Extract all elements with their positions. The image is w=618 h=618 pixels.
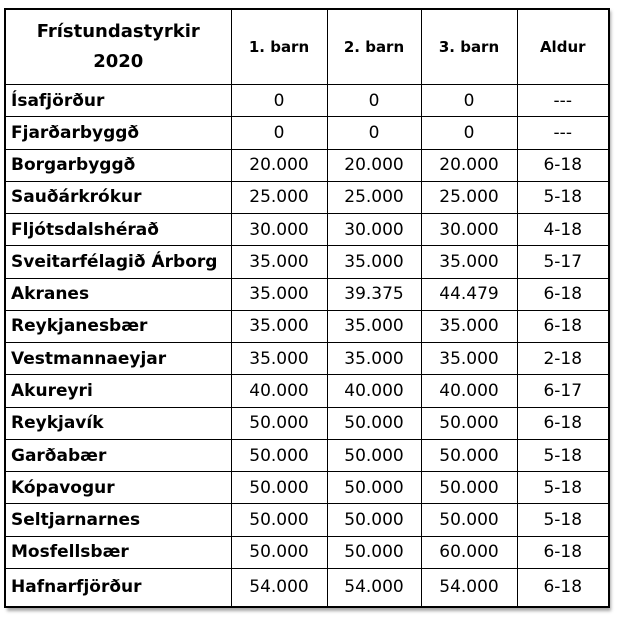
table-row bbox=[5, 407, 609, 439]
municipality-cell: Akranes bbox=[5, 278, 231, 310]
table-frame bbox=[4, 8, 608, 608]
table-row bbox=[5, 149, 609, 181]
child-1-amount: 50.000 bbox=[231, 536, 327, 568]
age-range: 2-18 bbox=[517, 343, 609, 375]
column-header-child-1: 1. barn bbox=[231, 9, 327, 85]
table-row bbox=[5, 375, 609, 407]
child-2-amount: 39.375 bbox=[327, 278, 421, 310]
column-header-age: Aldur bbox=[517, 9, 609, 85]
municipality-cell: Sveitarfélagið Árborg bbox=[5, 246, 231, 278]
municipality-cell: Reykjanesbær bbox=[5, 310, 231, 342]
child-3-amount: 35.000 bbox=[421, 310, 517, 342]
table-row bbox=[5, 504, 609, 536]
child-1-amount: 35.000 bbox=[231, 278, 327, 310]
child-3-amount: 0 bbox=[421, 117, 517, 149]
age-range: 6-18 bbox=[517, 310, 609, 342]
child-2-amount: 25.000 bbox=[327, 181, 421, 213]
child-3-amount: 35.000 bbox=[421, 343, 517, 375]
municipality-cell: Mosfellsbær bbox=[5, 536, 231, 568]
table-row bbox=[5, 117, 609, 149]
municipality-cell: Borgarbyggð bbox=[5, 149, 231, 181]
child-2-amount: 30.000 bbox=[327, 214, 421, 246]
municipality-cell: Garðabær bbox=[5, 439, 231, 471]
child-1-amount: 50.000 bbox=[231, 439, 327, 471]
age-range: 4-18 bbox=[517, 214, 609, 246]
age-range: 5-18 bbox=[517, 504, 609, 536]
child-3-amount: 50.000 bbox=[421, 472, 517, 504]
table-row bbox=[5, 181, 609, 213]
child-3-amount: 20.000 bbox=[421, 149, 517, 181]
column-header-child-3: 3. barn bbox=[421, 9, 517, 85]
age-range: 5-18 bbox=[517, 439, 609, 471]
child-1-amount: 50.000 bbox=[231, 407, 327, 439]
child-2-amount: 50.000 bbox=[327, 536, 421, 568]
child-1-amount: 35.000 bbox=[231, 310, 327, 342]
age-range: 6-18 bbox=[517, 278, 609, 310]
municipality-cell: Reykjavík bbox=[5, 407, 231, 439]
child-2-amount: 50.000 bbox=[327, 407, 421, 439]
table-row bbox=[5, 214, 609, 246]
table-row bbox=[5, 310, 609, 342]
child-3-amount: 50.000 bbox=[421, 407, 517, 439]
table-row bbox=[5, 472, 609, 504]
age-range: 6-18 bbox=[517, 536, 609, 568]
age-range: 5-18 bbox=[517, 181, 609, 213]
municipality-cell: Hafnarfjörður bbox=[5, 568, 231, 607]
child-1-amount: 50.000 bbox=[231, 472, 327, 504]
municipality-cell: Vestmannaeyjar bbox=[5, 343, 231, 375]
age-range: 6-18 bbox=[517, 407, 609, 439]
age-range: 5-17 bbox=[517, 246, 609, 278]
age-range: 6-18 bbox=[517, 149, 609, 181]
child-3-amount: 0 bbox=[421, 85, 517, 117]
child-3-amount: 40.000 bbox=[421, 375, 517, 407]
child-2-amount: 50.000 bbox=[327, 472, 421, 504]
column-header-child-2: 2. barn bbox=[327, 9, 421, 85]
child-1-amount: 0 bbox=[231, 117, 327, 149]
child-2-amount: 35.000 bbox=[327, 343, 421, 375]
child-1-amount: 30.000 bbox=[231, 214, 327, 246]
table-row bbox=[5, 536, 609, 568]
child-3-amount: 60.000 bbox=[421, 536, 517, 568]
child-3-amount: 44.479 bbox=[421, 278, 517, 310]
age-range: 6-17 bbox=[517, 375, 609, 407]
child-1-amount: 40.000 bbox=[231, 375, 327, 407]
child-2-amount: 0 bbox=[327, 117, 421, 149]
child-2-amount: 0 bbox=[327, 85, 421, 117]
age-range: 6-18 bbox=[517, 568, 609, 607]
table-row bbox=[5, 85, 609, 117]
child-2-amount: 35.000 bbox=[327, 246, 421, 278]
leisure-grant-table bbox=[4, 8, 610, 608]
child-1-amount: 25.000 bbox=[231, 181, 327, 213]
municipality-cell: Sauðárkrókur bbox=[5, 181, 231, 213]
table-row bbox=[5, 343, 609, 375]
child-3-amount: 25.000 bbox=[421, 181, 517, 213]
child-1-amount: 35.000 bbox=[231, 246, 327, 278]
child-1-amount: 0 bbox=[231, 85, 327, 117]
child-2-amount: 50.000 bbox=[327, 504, 421, 536]
age-range: --- bbox=[517, 85, 609, 117]
child-2-amount: 50.000 bbox=[327, 439, 421, 471]
child-2-amount: 20.000 bbox=[327, 149, 421, 181]
table-row bbox=[5, 278, 609, 310]
table-row bbox=[5, 439, 609, 471]
child-2-amount: 40.000 bbox=[327, 375, 421, 407]
child-1-amount: 20.000 bbox=[231, 149, 327, 181]
header-row bbox=[5, 9, 609, 85]
municipality-cell: Ísafjörður bbox=[5, 85, 231, 117]
municipality-cell: Fljótsdalshérað bbox=[5, 214, 231, 246]
child-3-amount: 30.000 bbox=[421, 214, 517, 246]
municipality-cell: Akureyri bbox=[5, 375, 231, 407]
child-2-amount: 54.000 bbox=[327, 568, 421, 607]
municipality-cell: Seltjarnarnes bbox=[5, 504, 231, 536]
child-1-amount: 35.000 bbox=[231, 343, 327, 375]
age-range: --- bbox=[517, 117, 609, 149]
child-3-amount: 35.000 bbox=[421, 246, 517, 278]
child-3-amount: 50.000 bbox=[421, 439, 517, 471]
child-1-amount: 54.000 bbox=[231, 568, 327, 607]
municipality-cell: Kópavogur bbox=[5, 472, 231, 504]
table-row bbox=[5, 568, 609, 607]
age-range: 5-18 bbox=[517, 472, 609, 504]
child-3-amount: 54.000 bbox=[421, 568, 517, 607]
child-2-amount: 35.000 bbox=[327, 310, 421, 342]
table-title: Frístundastyrkir 2020 bbox=[5, 9, 231, 85]
table-row bbox=[5, 246, 609, 278]
municipality-cell: Fjarðarbyggð bbox=[5, 117, 231, 149]
child-3-amount: 50.000 bbox=[421, 504, 517, 536]
child-1-amount: 50.000 bbox=[231, 504, 327, 536]
